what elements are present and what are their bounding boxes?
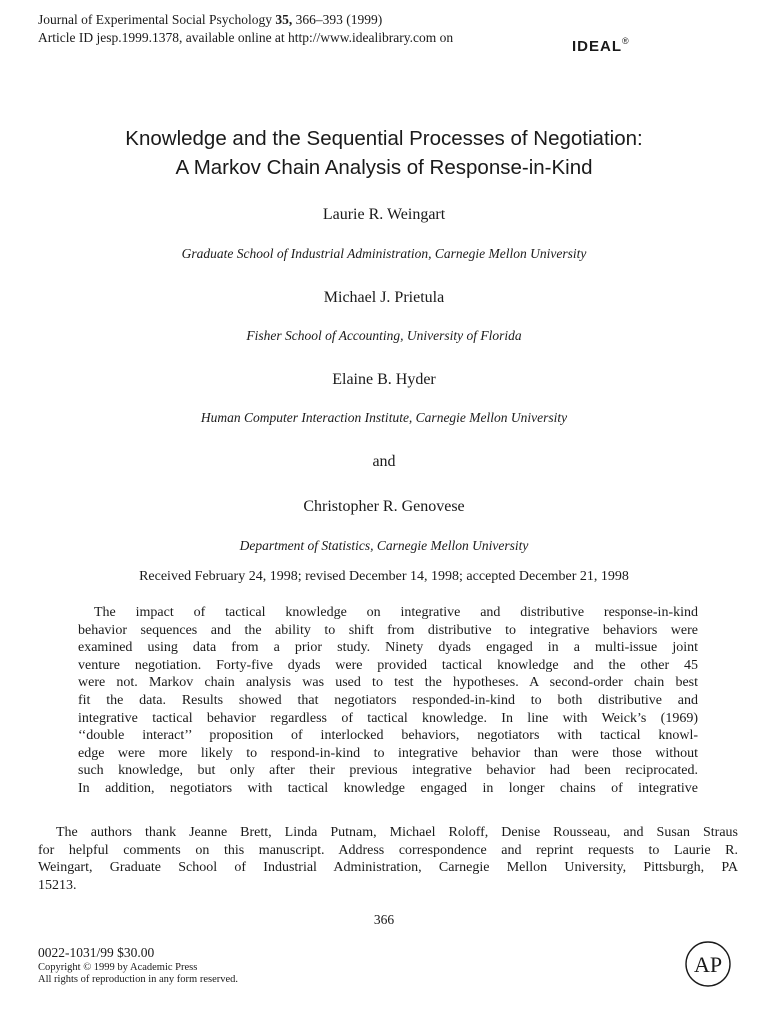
author-name: Elaine B. Hyder (332, 371, 436, 388)
article-id-line: Article ID jesp.1999.1378, available online at http://www.idealibrary.com on (38, 30, 454, 45)
copyright-line: Copyright © 1999 by Academic Press (38, 962, 198, 973)
abstract (78, 604, 698, 798)
author-name: Christopher R. Genovese (303, 498, 465, 515)
abstract-line: edge were more likely to respond-in-kind to integrative behavior than were those without (78, 745, 698, 761)
footnote-line: 15213. (38, 877, 77, 893)
footnote-line: Weingart, Graduate School of Industrial Administration, Carnegie Mellon University, Pittsburgh, PA (38, 860, 738, 876)
abstract-line: venture negotiation. Forty-five dyads were provided tactical knowledge and the other 45 (78, 657, 698, 673)
ideal-logo-text: IDEAL (572, 38, 622, 55)
journal-volume: 35, (275, 12, 293, 27)
academic-press-logo (684, 940, 732, 988)
paper-title-line-2: A Markov Chain Analysis of Response-in-Kind (175, 156, 593, 179)
abstract-line: examined using data from a prior study. Ninety dyads engaged in a multi-issue joint (78, 640, 698, 656)
abstract-line: fit the data. Results showed that negotiators responded-in-kind to both distributive and (78, 692, 698, 708)
author-name: Laurie R. Weingart (322, 206, 446, 223)
author-affiliation: Human Computer Interaction Institute, Carnegie Mellon University (200, 410, 568, 425)
acknowledgment-footnote (38, 824, 738, 894)
abstract-line: were not. Markov chain analysis was used to test the hypotheses. A second-order chain best (78, 675, 698, 691)
issn-price: 0022-1031/99 $30.00 (38, 945, 155, 960)
page-number: 366 (373, 912, 395, 927)
publisher-logo-text: AP (693, 952, 723, 977)
academic-press-logo-icon (684, 940, 732, 988)
and-conjunction: and (372, 453, 396, 470)
registered-mark: ® (622, 36, 630, 46)
author-affiliation: Department of Statistics, Carnegie Mellon University (239, 538, 529, 553)
abstract-line: ‘‘double interact’’ proposition of interlocked behaviors, negotiators with tactical knowl- (78, 728, 698, 744)
author-name: Michael J. Prietula (323, 289, 445, 306)
abstract-line: behavior sequences and the ability to shift from distributive to integrative behaviors were (78, 622, 698, 638)
journal-citation (38, 12, 382, 28)
abstract-line: The impact of tactical knowledge on integrative and distributive response-in-kind (94, 605, 698, 620)
journal-name: Journal of Experimental Social Psychology (38, 12, 272, 27)
abstract-line: integrative tactical behavior regardless of tactical knowledge. In line with Weick’s (1969) (78, 710, 698, 726)
footnote-line: for helpful comments on this manuscript. Address correspondence and reprint requests to Laurie R. (38, 842, 738, 858)
footnote-line: The authors thank Jeanne Brett, Linda Putnam, Michael Roloff, Denise Rousseau, and Susan Straus (56, 825, 738, 840)
author-affiliation: Graduate School of Industrial Administration, Carnegie Mellon University (181, 246, 587, 261)
abstract-line: In addition, negotiators with tactical knowledge engaged in longer chains of integrative (78, 780, 698, 796)
received-dates: Received February 24, 1998; revised December 14, 1998; accepted December 21, 1998 (139, 569, 629, 584)
rights-line: All rights of reproduction in any form reserved. (38, 974, 239, 985)
abstract-line: such knowledge, but only after their previous integrative behavior had been reciprocated. (78, 763, 698, 779)
author-affiliation: Fisher School of Accounting, University of Florida (246, 328, 522, 343)
ideal-logo (572, 36, 630, 55)
journal-pages-year: 366–393 (1999) (295, 12, 383, 27)
paper-title-line-1: Knowledge and the Sequential Processes of Negotiation: (125, 127, 643, 150)
